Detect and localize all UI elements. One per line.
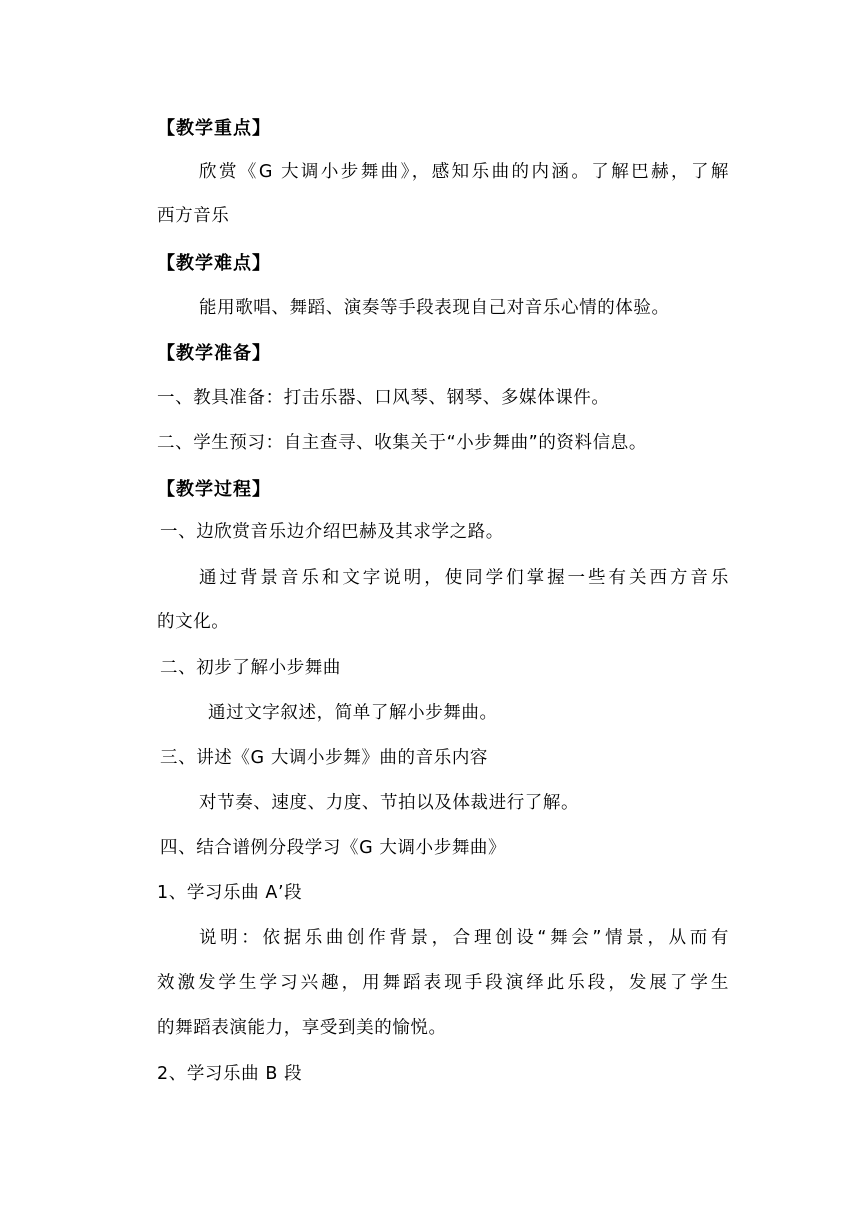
- sub-item-1-desc-line-2: 效激发学生学习兴趣，用舞蹈表现手段演绎此乐段，发展了学生: [157, 973, 729, 993]
- process-step-3: 三、讲述《G 大调小步舞》曲的音乐内容: [160, 748, 489, 768]
- sub-item-1-desc-line-3: 的舞蹈表演能力，享受到美的愉悦。: [157, 1018, 447, 1038]
- difficulties-text: 能用歌唱、舞蹈、演奏等手段表现自己对音乐心情的体验。: [199, 298, 670, 318]
- process-step-1: 一、边欣赏音乐边介绍巴赫及其求学之路。: [160, 522, 504, 542]
- sub-item-2: 2、学习乐曲 B 段: [157, 1064, 303, 1084]
- process-step-4: 四、结合谱例分段学习《G 大调小步舞曲》: [160, 838, 507, 858]
- process-step-1-desc-line-2: 的文化。: [157, 612, 230, 632]
- sub-item-1: 1、学习乐曲 A’段: [157, 883, 303, 903]
- sub-item-1-desc-line-1: 说明：依据乐曲创作背景，合理创设“舞会”情景，从而有: [199, 928, 729, 948]
- key-points-line-2: 西方音乐: [157, 206, 230, 226]
- heading-preparation: 【教学准备】: [157, 343, 271, 364]
- preparation-item-1: 一、教具准备：打击乐器、口风琴、钢琴、多媒体课件。: [157, 388, 610, 408]
- key-points-line-1: 欣赏《G 大调小步舞曲》，感知乐曲的内涵。了解巴赫，了解: [199, 162, 729, 182]
- heading-difficulties: 【教学难点】: [157, 253, 271, 274]
- heading-key-points: 【教学重点】: [157, 118, 271, 139]
- process-step-2: 二、初步了解小步舞曲: [160, 658, 341, 678]
- process-step-1-desc-line-1: 通过背景音乐和文字说明，使同学们掌握一些有关西方音乐: [199, 568, 729, 588]
- heading-process: 【教学过程】: [157, 479, 271, 500]
- process-step-3-desc: 对节奏、速度、力度、节拍以及体裁进行了解。: [199, 793, 580, 813]
- preparation-item-2: 二、学生预习：自主查寻、收集关于“小步舞曲”的资料信息。: [157, 433, 647, 453]
- process-step-2-desc: 通过文字叙述，简单了解小步舞曲。: [208, 703, 498, 723]
